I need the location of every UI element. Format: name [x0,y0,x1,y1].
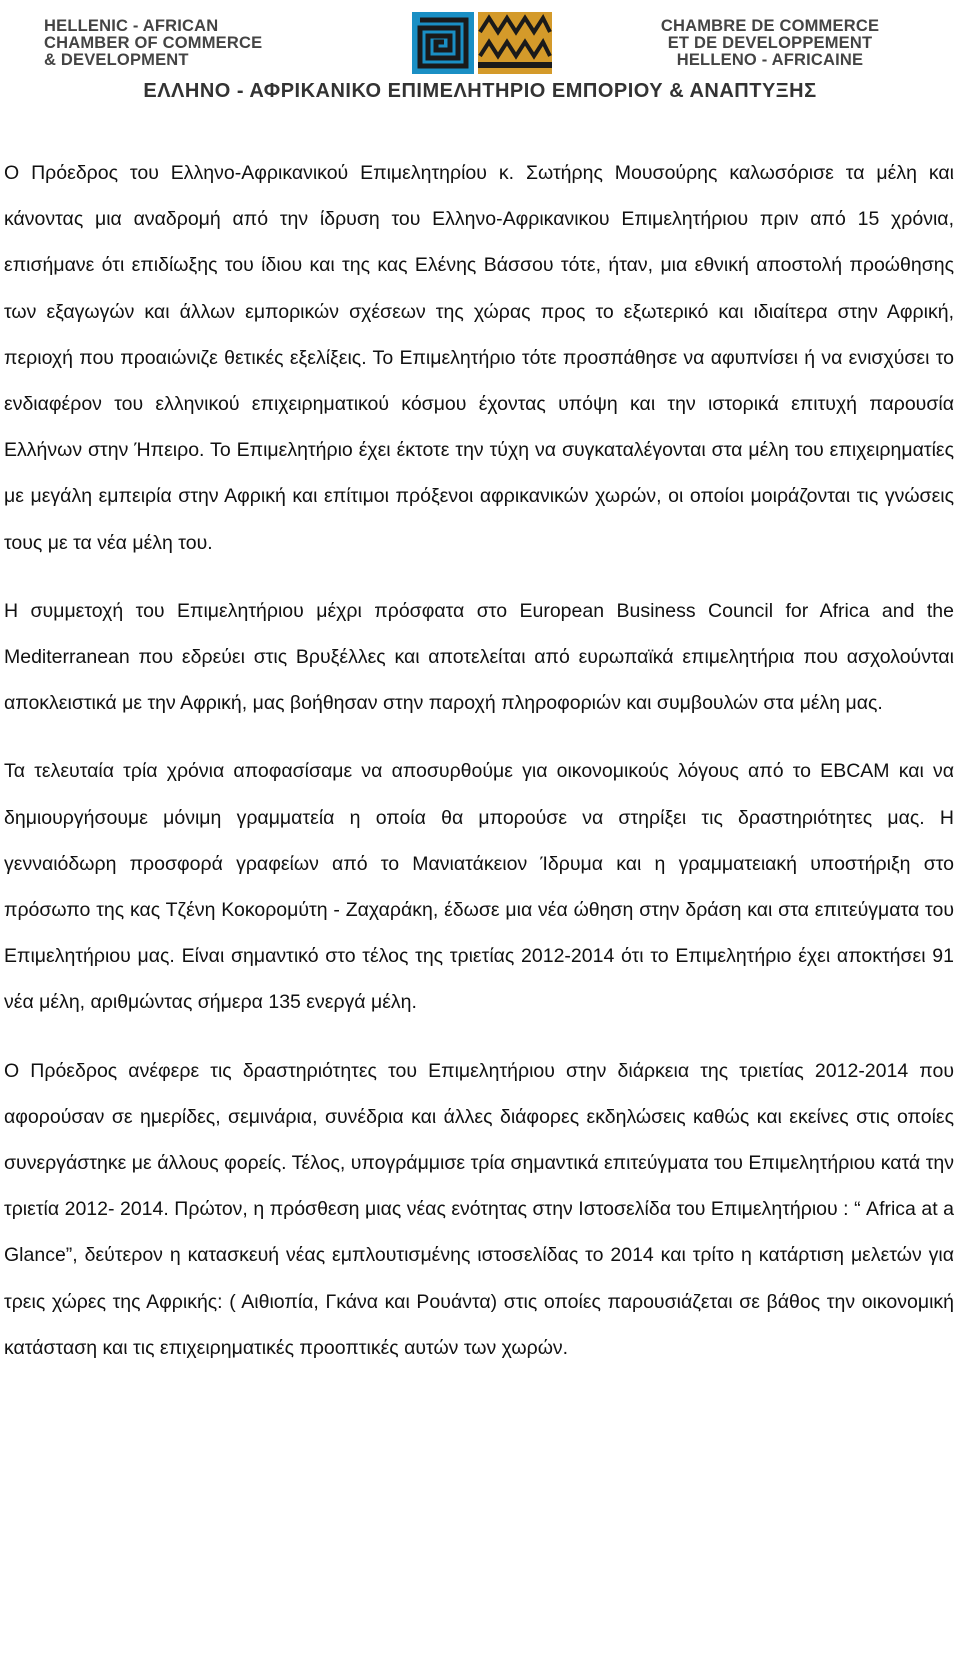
letterhead-french-line-3: HELLENO - AFRICAINE [676,51,864,69]
logo-bottom-band [478,62,552,68]
letterhead-english-name [44,18,344,69]
paragraph-president-welcome: Ο Πρόεδρος του Ελληνο-Αφρικανικού Επιμελητηρίου κ. Σωτήρης Μουσούρης καλωσόρισε τα μέλη και κάνοντας μια αναδρομή από την ίδρυση του Ελληνο-Αφρικανικου Επιμελητήριου πριν από 15 χρόνια, επισήμανε ότι επιδίωξης του ίδιου και της κας Ελένης Βάσσου τότε, ήταν, μια εθνική αποστολή προώθησης των εξαγωγών και άλλων εμπορικών σχέσεων της χώρας προς το εξωτερικό και ιδιαίτερα στην Αφρική, περιοχή που προαιώνιζε θετικές εξελίξεις. Το Επιμελητήριο τότε προσπάθησε να αφυπνίσει ή να ενισχύσει το ενδιαφέρον του ελληνικού επιχειρηματικού κόσμου έχοντας υπόψη και την ιστορικά επιτυχή παρουσία Ελλήνων στην Ήπειρο. Το Επιμελητήριο έχει έκτοτε την τύχη να συγκαταλέγονται στα μέλη του επιχειρηματίες με μεγάλη εμπειρία στην Αφρική και επίτιμοι πρόξενοι αφρικανικών χωρών, οι οποίοι μοιράζονται τις γνώσεις τους με τα νέα μέλη του. [4,162,954,554]
chamber-logo-icon [412,12,552,74]
letterhead-english-line-2: CHAMBER OF COMMERCE [44,34,263,52]
letterhead-english-line-1: HELLENIC - AFRICAN [44,17,219,35]
letterhead-french-line-1: CHAMBRE DE COMMERCE [660,17,880,35]
paragraph-activities: Ο Πρόεδρος ανέφερε τις δραστηριότητες του Επιμελητήριου στην διάρκεια της τριετίας 2012-2014 που αφορούσαν σε ημερίδες, σεμινάρια, συνέδρια και άλλες διάφορες εκδηλώσεις καθώς και εκείνες στις οποίες συνεργάστηκε με άλλους φορείς. Τέλος, υπογράμμισε τρία σημαντικά επιτεύγματα του Επιμελητήριου κατά την τριετία 2012- 2014. Πρώτον, η πρόσθεση μιας νέας ενότητας στην Ιστοσελίδα του Επιμελητήριου : “ Africa at a Glance”, δεύτερον η κατασκευή νέας εμπλουτισμένης ιστοσελίδας το 2014 και τρίτο η κατάρτιση μελετών για τρεις χώρες της Αφρικής: ( Αιθιοπία, Γκάνα και Ρουάντα) στις οποίες παρουσιάζεται σε βάθος την οικονομική κατάσταση και τις επιχειρηματικές προοπτικές αυτών των χωρών. [4,1059,954,1359]
paragraph-secretariat: Τα τελευταία τρία χρόνια αποφασίσαμε να αποσυρθούμε για οικονομικούς λόγους από το EBCAM και να δημιουργήσουμε μόνιμη γραμματεία η οποία θα μπορούσε να στηρίξει τις δραστηριότητες μας. Η γενναιόδωρη προσφορά γραφείων από το Μανιατάκειον Ίδρυμα και η γραμματειακή υποστήριξη στο πρόσωπο της κας Τζένη Κοκορομύτη - Ζαχαράκη, έδωσε μια νέα ώθηση στην δράση και στα επιτεύγματα του Επιμελητήριου μας. Είναι σημαντικό στο τέλος της τριετίας 2012-2014 ότι το Επιμελητήριο έχει αποκτήσει 91 νέα μέλη, αριθμώντας σήμερα 135 ενεργά μέλη. [4,760,954,1014]
letterhead [0,0,960,110]
logo-spiral [420,20,466,66]
letterhead-english-line-3: & DEVELOPMENT [44,51,189,69]
letterhead-french-name [620,18,920,69]
letterhead-french-line-2: ET DE DEVELOPPEMENT [667,34,873,52]
document-body [4,150,954,1371]
paragraph-ebcam-participation: Η συμμετοχή του Επιμελητήριου μέχρι πρόσφατα στο European Business Council for Africa and the Mediterranean που εδρεύει στις Βρυξέλλες και αποτελείται από ευρωπαϊκά επιμελητήρια που ασχολούνται αποκλειστικά με την Αφρική, μας βοήθησαν στην παροχή πληροφοριών και συμβουλών στα μέλη μας. [4,599,954,715]
letterhead-greek-name: ΕΛΛΗΝΟ - ΑΦΡΙΚΑΝΙΚΟ ΕΠΙΜΕΛΗΤΗΡΙΟ ΕΜΠΟΡΙΟΥ & ΑΝΑΠΤΥΞΗΣ [143,80,817,102]
